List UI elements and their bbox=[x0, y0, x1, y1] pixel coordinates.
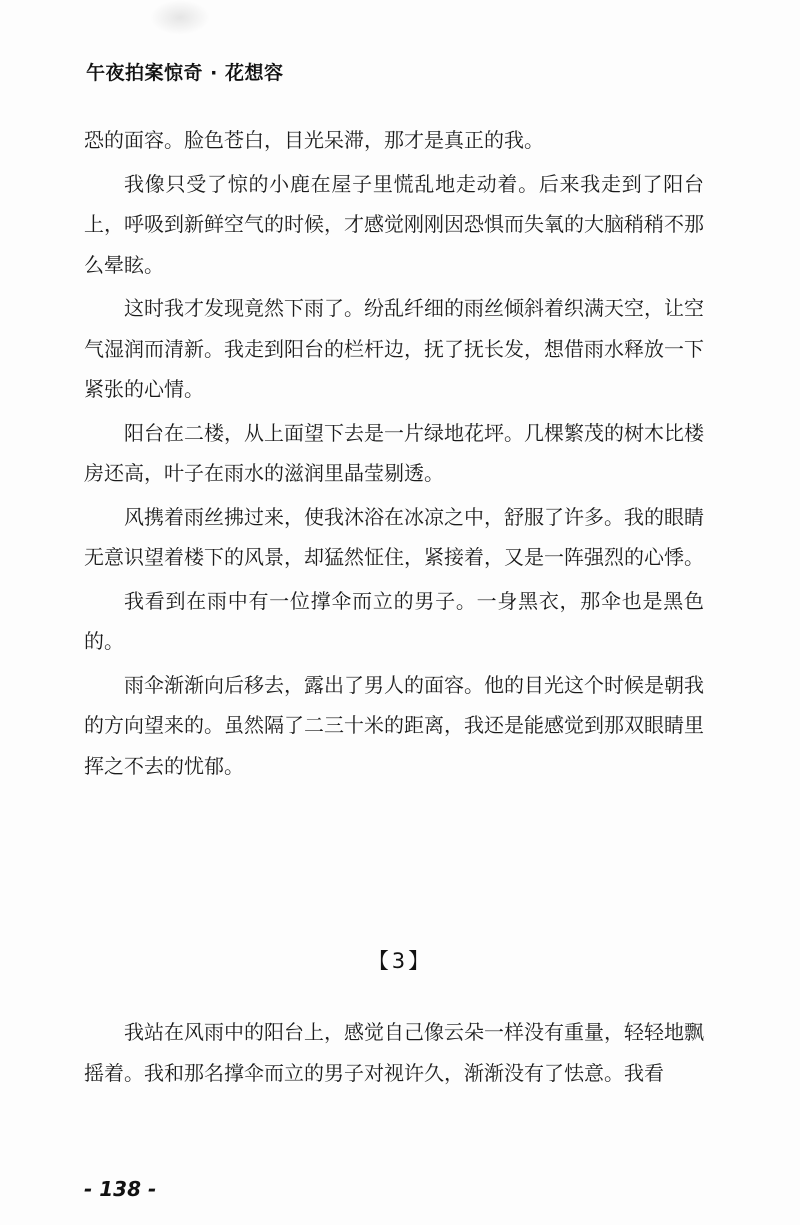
paragraph: 雨伞渐渐向后移去，露出了男人的面容。他的目光这个时候是朝我的方向望来的。虽然隔了二三十米的距离，我还是能感觉到那双眼睛里挥之不去的忧郁。 bbox=[84, 672, 704, 778]
paragraph: 我像只受了惊的小鹿在屋子里慌乱地走动着。后来我走到了阳台上，呼吸到新鲜空气的时候，才感觉刚刚因恐惧而失氧的大脑稍稍不那么晕眩。 bbox=[84, 171, 704, 277]
paragraph-continuation: 恐的面容。脸色苍白，目光呆滞，那才是真正的我。 bbox=[84, 128, 544, 152]
section-heading: 【3】 bbox=[367, 949, 433, 973]
paragraph: 我站在风雨中的阳台上，感觉自己像云朵一样没有重量，轻轻地飘摇着。我和那名撑伞而立的男子对视许久，渐渐没有了怯意。我看 bbox=[84, 1020, 704, 1085]
running-header: 午夜拍案惊奇 · 花想容 bbox=[86, 62, 284, 84]
page-number: - 138 - bbox=[84, 1177, 157, 1201]
paragraph: 阳台在二楼，从上面望下去是一片绿地花坪。几棵繁茂的树木比楼房还高，叶子在雨水的滋润里晶莹剔透。 bbox=[84, 420, 704, 485]
section-body-text bbox=[84, 1012, 704, 1093]
paragraph: 这时我才发现竟然下雨了。纷乱纤细的雨丝倾斜着织满天空，让空气湿润而清新。我走到阳台的栏杆边，抚了抚长发，想借雨水释放一下紧张的心情。 bbox=[84, 296, 704, 401]
paragraph: 我看到在雨中有一位撑伞而立的男子。一身黑衣，那伞也是黑色的。 bbox=[84, 588, 704, 653]
scan-smudge bbox=[150, 0, 210, 35]
paragraph: 风携着雨丝拂过来，使我沐浴在冰凉之中，舒服了许多。我的眼睛无意识望着楼下的风景，却猛然怔住，紧接着，又是一阵强烈的心悸。 bbox=[84, 504, 704, 569]
body-text bbox=[84, 120, 704, 789]
